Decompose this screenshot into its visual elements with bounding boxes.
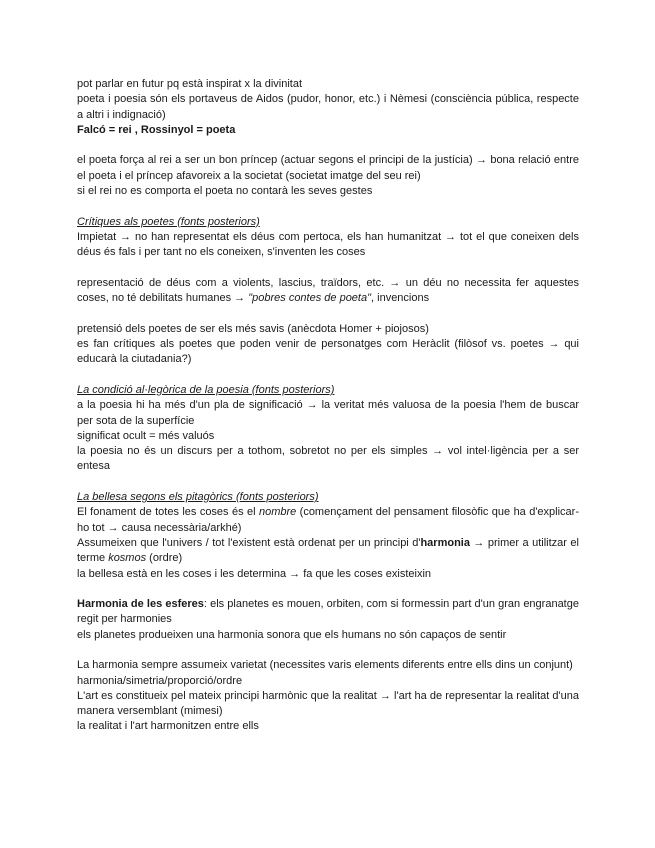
- spacer: [77, 368, 579, 383]
- text-line: pot parlar en futur pq està inspirat x la divinitat: [77, 78, 303, 90]
- spacer: [77, 475, 579, 490]
- text-line: [77, 597, 579, 628]
- text-run: representació de déus com a violents, lascius, traïdors, etc. → un déu no necessita fer aquestes coses, no té debilitats humanes →: [77, 276, 579, 305]
- text-line: a la poesia hi ha més d'un pla de significació → la veritat més valuosa de la poesia l'hem de buscar per sota de la superfície: [77, 399, 579, 427]
- section-heading-pitagorics: La bellesa segons els pitagòrics (fonts posteriors): [77, 491, 319, 504]
- italic-text: nombre: [258, 506, 297, 519]
- section-heading-critiques: Crítiques als poetes (fonts posteriors): [77, 215, 260, 228]
- bold-text: harmonia: [420, 536, 470, 549]
- document-page: [77, 77, 579, 735]
- text-line: harmonia/simetria/proporció/ordre: [77, 674, 243, 687]
- bold-text: Harmonia de les esferes: [77, 598, 204, 611]
- text-line: poeta i poesia són els portaveus de Aidos (pudor, honor, etc.) i Nèmesi (consciència pública, respecte a altri i indignació): [77, 93, 579, 121]
- text-line: La harmonia sempre assumeix varietat (necessites varis elements diferents entre ells dins un conjunt): [77, 659, 573, 672]
- text-line: el poeta força al rei a ser un bon príncep (actuar segons el principi de la justícia) → bona relació entre el poeta i el príncep afavoreix a la societat (societat imatge del seu rei): [77, 154, 579, 182]
- text-line: [77, 536, 579, 567]
- text-line: la poesia no és un discurs per a tothom, sobretot no per els simples → vol intel·ligència per a ser entesa: [77, 445, 579, 473]
- text-run: El fonament de totes les coses és el: [77, 506, 259, 519]
- text-run: (començament del pensament filosòfic que ha d'explicar-ho tot → causa necessària/arkhé): [77, 506, 579, 534]
- text-line: es fan crítiques als poetes que poden venir de personatges com Heràclit (filòsof vs. poetes → qui educarà la ciutadania?): [77, 338, 579, 366]
- text-line: els planetes produeixen una harmonia sonora que els humans no són capaços de sentir: [77, 628, 507, 641]
- spacer: [77, 199, 579, 214]
- text-line: la realitat i l'art harmonitzen entre ells: [77, 720, 259, 733]
- text-line: si el rei no es comporta el poeta no contarà les seves gestes: [77, 185, 373, 198]
- text-line: [77, 276, 579, 307]
- spacer: [77, 306, 579, 321]
- spacer: [77, 261, 579, 276]
- bold-text: Falcó = rei , Rossinyol = poeta: [77, 123, 236, 136]
- spacer: [77, 138, 579, 153]
- spacer: [77, 643, 579, 658]
- italic-text: kosmos: [108, 552, 147, 565]
- bold-line: [77, 123, 579, 138]
- text-line: significat ocult = més valuós: [77, 429, 215, 442]
- text-line: [77, 505, 579, 536]
- text-line: Impietat → no han representat els déus com pertoca, els han humanitzat → tot el que coneixen dels déus és fals i per tant no els coneixen, s'inventen les coses: [77, 230, 579, 259]
- text-run: : els planetes es mouen, orbiten, com si formessin part d'un gran engranatge regit per harmonies: [77, 598, 579, 626]
- text-run: → primer a utilitzar el terme: [77, 536, 579, 565]
- text-line: L'art es constitueix pel mateix principi harmònic que la realitat → l'art ha de representar la realitat d'una manera versemblant (mimesi): [77, 689, 579, 718]
- text-line: la bellesa està en les coses i les determina → fa que les coses existeixin: [77, 567, 432, 580]
- text-run: , invencions: [371, 292, 430, 305]
- text-run: Assumeixen que l'univers / tot l'existent està ordenat per un principi d': [77, 536, 421, 549]
- italic-text: "pobres contes de poeta": [248, 292, 372, 305]
- text-line: pretensió dels poetes de ser els més savis (anècdota Homer + piojosos): [77, 322, 429, 335]
- section-heading-alegorica: La condició al·legòrica de la poesia (fonts posteriors): [77, 383, 335, 396]
- spacer: [77, 582, 579, 597]
- text-run: (ordre): [146, 552, 183, 565]
